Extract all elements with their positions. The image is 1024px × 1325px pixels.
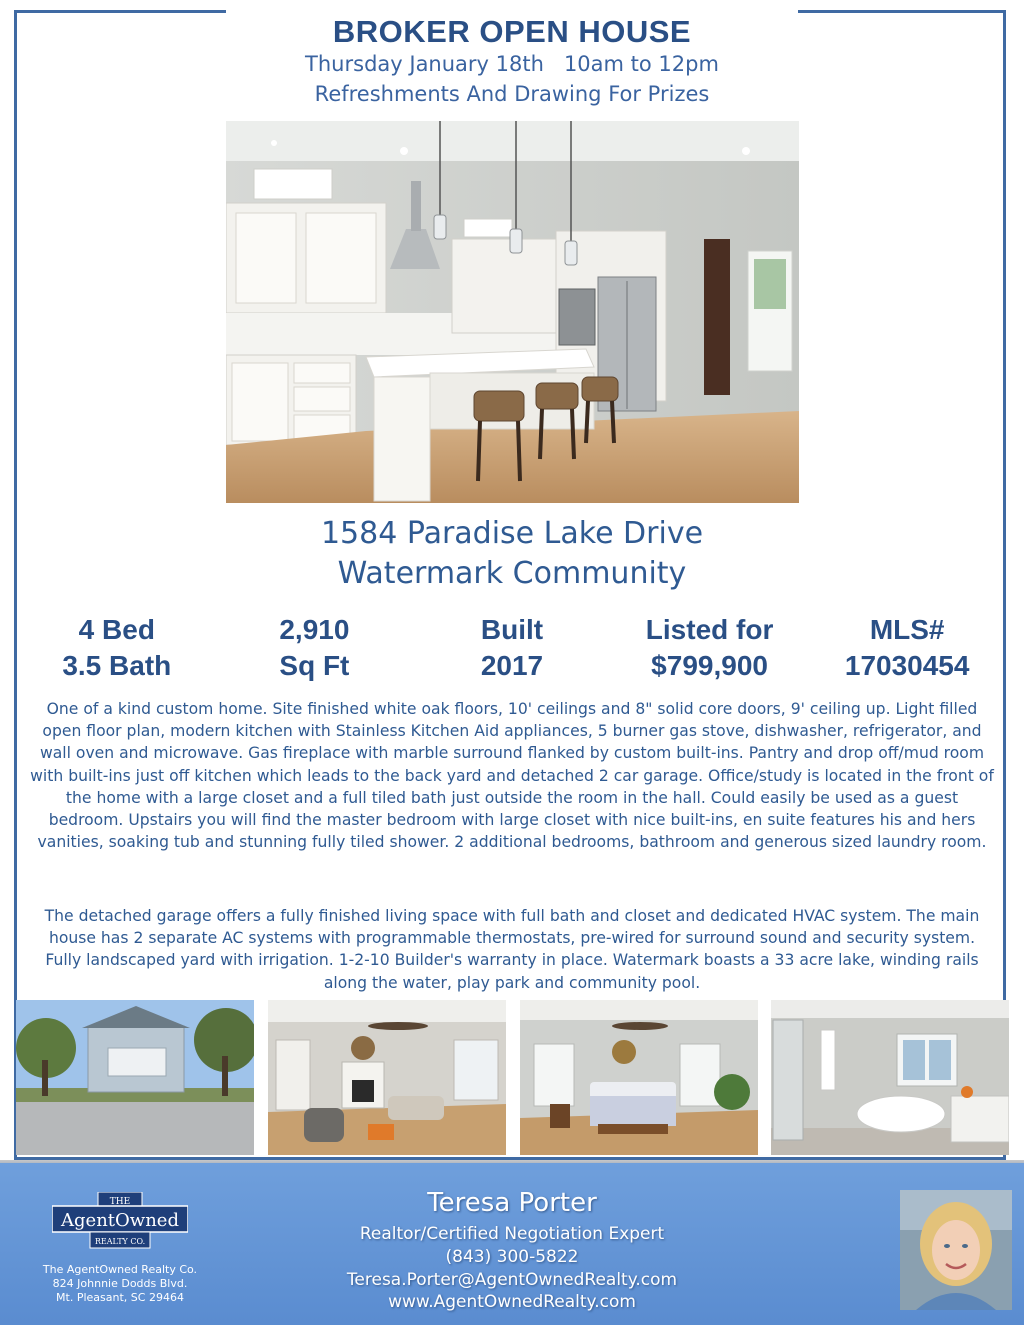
property-stats: [18, 612, 1006, 688]
event-date-time: Thursday January 18th 10am to 12pm: [305, 52, 719, 76]
office-street: 824 Johnnie Dodds Blvd.: [52, 1277, 188, 1290]
stat-list-price: Listed for $799,900: [645, 614, 774, 681]
stat-bed-bath: 4 Bed 3.5 Bath: [62, 614, 172, 681]
agent-phone[interactable]: (843) 300-5822: [445, 1247, 579, 1267]
description-paragraph-1: One of a kind custom home. Site finished white oak floors, 10' ceilings and 8" solid core doors, 9' ceiling up. Light filled open floor plan, modern kitchen with Stainless Kitchen Aid appliances, 5 burner gas stove, dishwasher, refrigerator, and wall oven and microwave. Gas fireplace with marble surround flanked by custom built-ins. Pantry and drop off/mud room with built-ins just off kitchen which leads to the back yard and detached 2 car garage. Office/study is located in the front of the home with a large closet and a full tiled bath just outside the room in the hall. Could easily be used as a guest bedroom. Upstairs you will find the master bedroom with large closet with nice built-ins, en suite features his and hers vanities, soaking tub and stunning fully tiled shower. 2 additional bedrooms, bathroom and generous sized laundry room.: [30, 700, 994, 852]
agent-title: Realtor/Certified Negotiation Expert: [359, 1224, 665, 1244]
logo-text-realty: REALTY CO.: [94, 1237, 146, 1246]
office-city: Mt. Pleasant, SC 29464: [56, 1291, 184, 1304]
address-community: Watermark Community: [337, 556, 687, 591]
bedroom-photo: [520, 1000, 758, 1155]
stat-year-built: Built 2017: [480, 614, 544, 681]
agent-name: Teresa Porter: [427, 1188, 597, 1218]
logo-text-the: THE: [109, 1197, 131, 1207]
kitchen-photo: [226, 121, 799, 503]
exterior-photo: [16, 1000, 254, 1155]
event-extras: Refreshments And Drawing For Prizes: [314, 82, 710, 106]
address-street: 1584 Paradise Lake Drive: [320, 516, 704, 551]
flyer-title: BROKER OPEN HOUSE: [332, 14, 692, 49]
agentowned-logo: [52, 1192, 188, 1250]
office-name: The AgentOwned Realty Co.: [42, 1263, 198, 1276]
agent-email[interactable]: Teresa.Porter@AgentOwnedRealty.com: [346, 1270, 678, 1290]
description-paragraph-2: The detached garage offers a fully finished living space with full bath and closet and dedicated HVAC system. The main house has 2 separate AC systems with programmable thermostats, pre-wired for surround sound and security system. Fully landscaped yard with irrigation. 1-2-10 Builder's warranty in place. Watermark boasts a 33 acre lake, winding rails along the water, play park and community pool.: [44, 907, 980, 992]
bathroom-photo: [771, 1000, 1009, 1155]
agent-website[interactable]: www.AgentOwnedRealty.com: [388, 1292, 636, 1312]
stat-mls-number: MLS# 17030454: [844, 614, 970, 681]
living-room-photo: [268, 1000, 506, 1155]
agent-portrait: [900, 1190, 1012, 1310]
stat-square-feet: 2,910 Sq Ft: [279, 614, 350, 681]
logo-text-agentowned: AgentOwned: [61, 1210, 179, 1231]
